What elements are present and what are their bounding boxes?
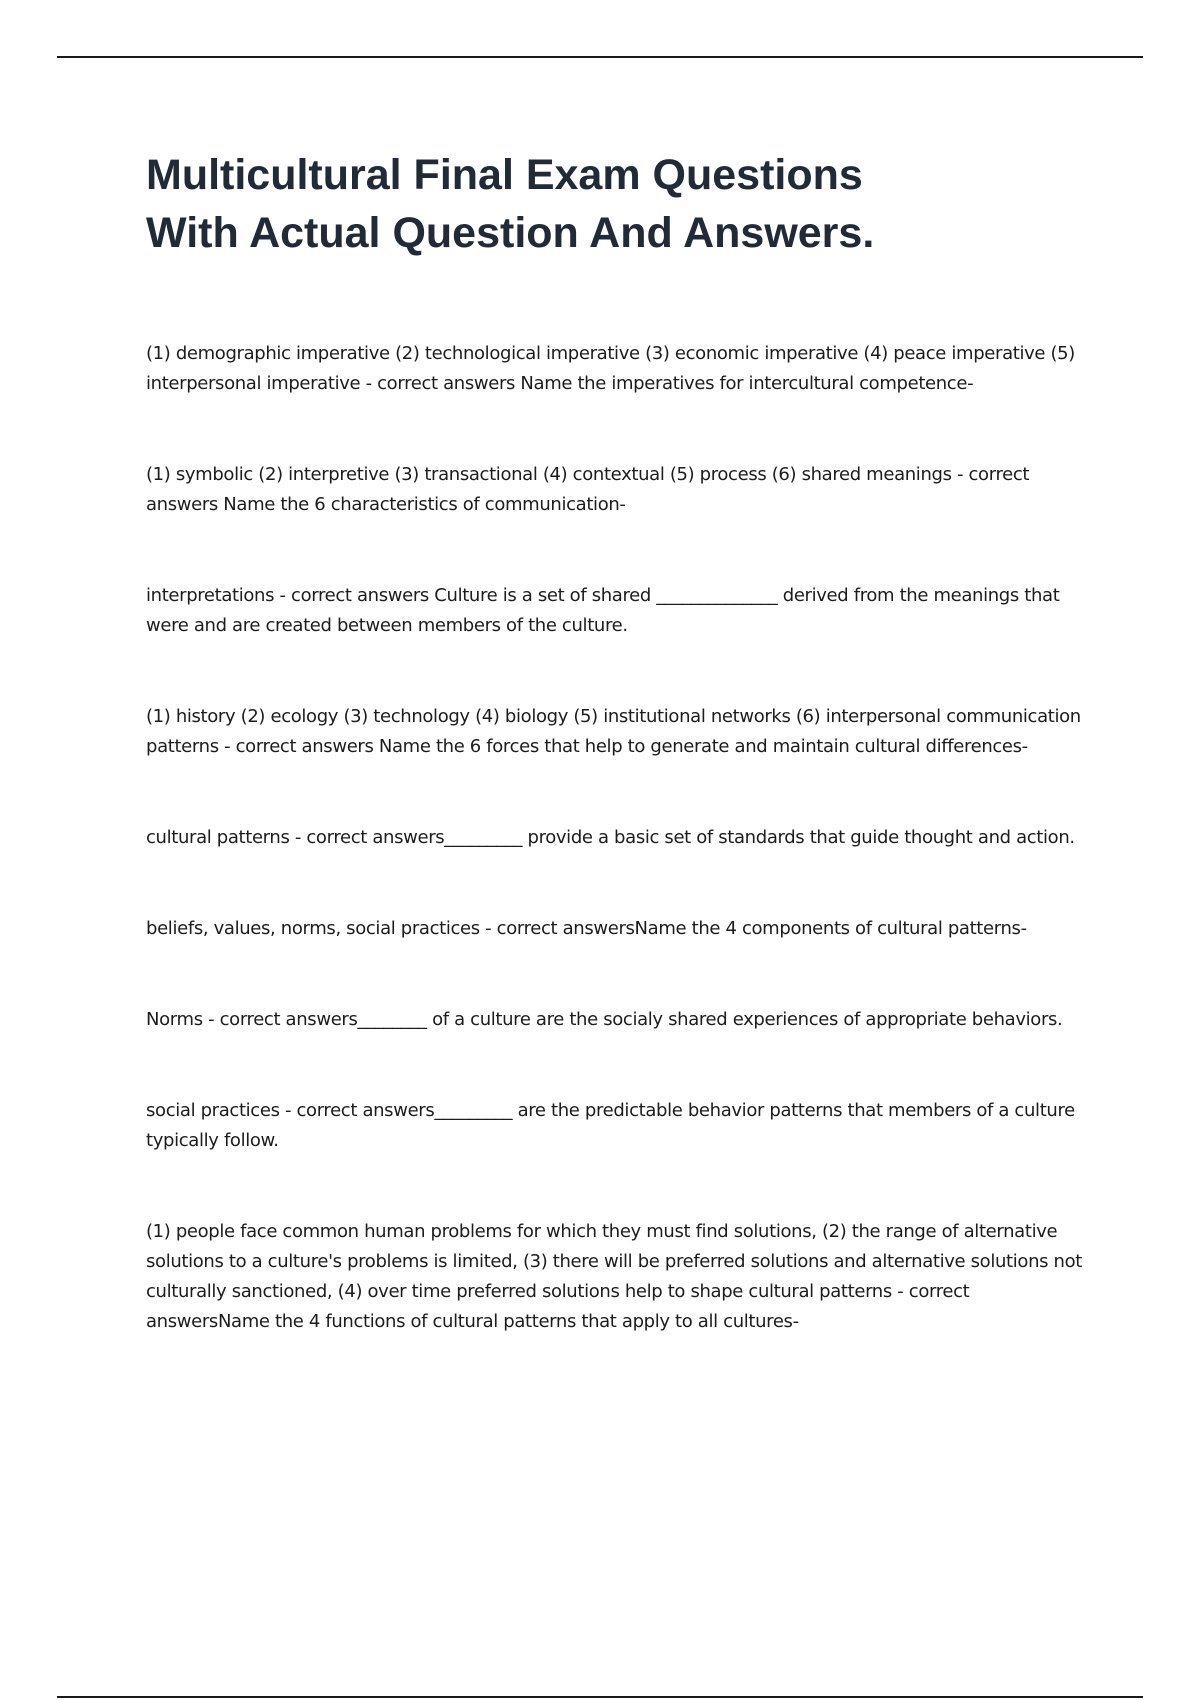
qa-item: Norms - correct answers________ of a culture are the socialy shared experiences of appropriate behaviors. (146, 1009, 1063, 1030)
qa-item: interpretations - correct answers Culture is a set of shared ______________ derived from the meanings that were and are created between members of the culture. (146, 585, 1060, 636)
qa-list (146, 339, 1096, 1337)
qa-item: (1) demographic imperative (2) technological imperative (3) economic imperative (4) peace imperative (5) interpersonal imperative - correct answers Name the imperatives for intercultural competence- (146, 343, 1075, 394)
document-body (146, 146, 1096, 1398)
qa-item: social practices - correct answers_________ are the predictable behavior patterns that members of a culture typically follow. (146, 1100, 1075, 1151)
qa-item: cultural patterns - correct answers_________ provide a basic set of standards that guide thought and action. (146, 827, 1075, 848)
qa-item: beliefs, values, norms, social practices - correct answersName the 4 components of cultural patterns- (146, 918, 1027, 939)
qa-item: (1) people face common human problems for which they must find solutions, (2) the range of alternative solutions to a culture's problems is limited, (3) there will be preferred solutions and alternative solutions not culturally sanctioned, (4) over time preferred solutions help to shape cultural patterns - correct answersName the 4 functions of cultural patterns that apply to all cultures- (146, 1221, 1082, 1332)
qa-item: (1) symbolic (2) interpretive (3) transactional (4) contextual (5) process (6) shared meanings - correct answers Name the 6 characteristics of communication- (146, 464, 1030, 515)
document-title: Multicultural Final Exam Questions With Actual Question And Answers. (146, 151, 875, 257)
header-divider (57, 56, 1143, 58)
footer-divider (57, 1696, 1143, 1698)
qa-item: (1) history (2) ecology (3) technology (4) biology (5) institutional networks (6) interpersonal communication patterns - correct answers Name the 6 forces that help to generate and maintain cultural differences- (146, 706, 1081, 757)
